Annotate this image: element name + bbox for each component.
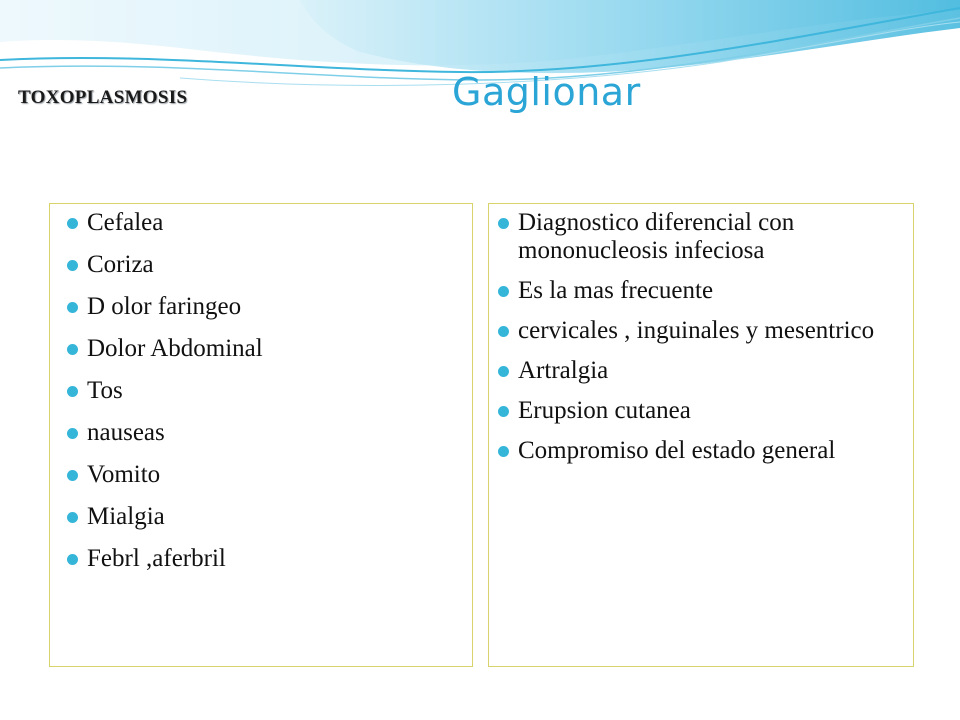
list-item: [498, 317, 903, 345]
right-content-box: [488, 203, 914, 667]
left-content-box: [49, 203, 473, 667]
list-item-text: Cefalea: [87, 209, 164, 236]
bullet-icon: [498, 406, 509, 417]
bullet-icon: [67, 386, 78, 397]
list-item: [498, 437, 903, 465]
list-item-text: Erupsion cutanea: [518, 397, 691, 424]
bullet-icon: [498, 366, 509, 377]
list-item: [67, 335, 462, 363]
symptoms-list: [50, 204, 472, 573]
bullet-icon: [67, 428, 78, 439]
list-item: [498, 397, 903, 425]
list-item-text: nauseas: [87, 419, 165, 446]
bullet-icon: [67, 512, 78, 523]
bullet-icon: [498, 286, 509, 297]
list-item: [67, 503, 462, 531]
list-item-text: Diagnostico diferencial con mononucleosis infeciosa: [518, 209, 795, 264]
list-item: [498, 277, 903, 305]
list-item-text: cervicales , inguinales y mesentrico: [518, 317, 875, 344]
list-item: [67, 377, 462, 405]
list-item-text: Es la mas frecuente: [518, 277, 714, 304]
list-item-text: Compromiso del estado general: [518, 437, 836, 464]
bullet-icon: [67, 344, 78, 355]
slide-subtitle: TOXOPLASMOSIS: [18, 87, 188, 108]
bullet-icon: [498, 326, 509, 337]
list-item-text: Febrl ,aferbril: [87, 545, 226, 572]
list-item: [498, 209, 903, 265]
list-item: [67, 419, 462, 447]
list-item: [67, 209, 462, 237]
list-item: [67, 545, 462, 573]
bullet-icon: [498, 446, 509, 457]
bullet-icon: [67, 260, 78, 271]
list-item-text: Vomito: [87, 461, 161, 488]
list-item-text: Tos: [87, 377, 123, 404]
slide-title: Gaglionar: [452, 70, 641, 114]
list-item-text: Artralgia: [518, 357, 609, 384]
bullet-icon: [67, 554, 78, 565]
list-item-text: Mialgia: [87, 503, 165, 530]
list-item-text: Coriza: [87, 251, 154, 278]
bullet-icon: [67, 218, 78, 229]
list-item: [67, 293, 462, 321]
list-item: [67, 461, 462, 489]
findings-list: [489, 204, 913, 465]
list-item: [498, 357, 903, 385]
bullet-icon: [67, 470, 78, 481]
list-item-text: D olor faringeo: [87, 293, 242, 320]
bullet-icon: [498, 218, 509, 229]
bullet-icon: [67, 302, 78, 313]
list-item: [67, 251, 462, 279]
list-item-text: Dolor Abdominal: [87, 335, 263, 362]
